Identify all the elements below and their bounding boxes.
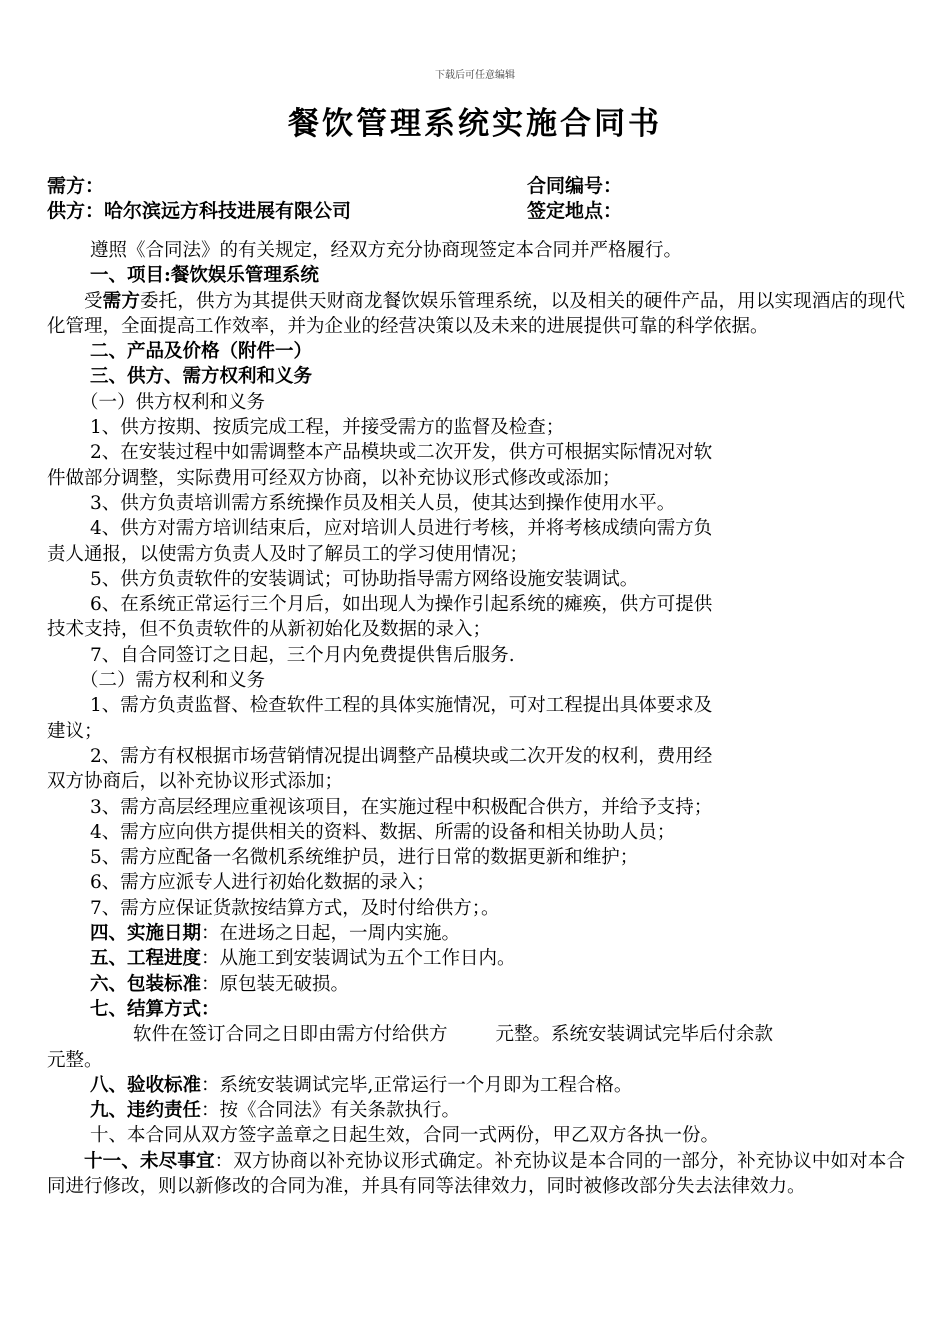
section-5-heading: 五、工程进度 [90, 948, 202, 970]
section-3-heading: 三、供方、需方权利和义务 [90, 366, 313, 388]
section-9-text: ：按《合同法》有关条款执行。 [201, 1100, 461, 1122]
demander-rights-heading: （二）需方权利和义务 [80, 670, 266, 692]
section-8 [47, 1073, 905, 1098]
section-10: 十、本合同从双方签字盖章之日起生效，合同一式两份，甲乙双方各执一份。 [90, 1125, 720, 1147]
section-7-heading: 七、结算方式 [90, 998, 202, 1020]
document-title: 餐饮管理系统实施合同书 [288, 106, 662, 142]
section-11 [47, 1149, 905, 1200]
section-4-text: ：在进场之日起，一周内实施。 [201, 923, 461, 945]
section-6-heading: 六、包装标准 [90, 973, 202, 995]
demander-item-3: 3、需方高层经理应重视该项目，在实施过程中积极配合供方，并给予支持； [90, 796, 713, 818]
demander-item-2-cont: 双方协商后，以补充协议形式添加； [47, 771, 344, 793]
section-4-heading: 四、实施日期 [90, 923, 202, 945]
contract-body [47, 238, 905, 1199]
watermark-text: 下载后可任意编辑 [435, 70, 515, 81]
demander-item-1-cont: 建议； [47, 720, 103, 742]
section-6-text: ：原包装无破损。 [201, 973, 350, 995]
section-1-heading: 一、项目:餐饮娱乐管理系统 [90, 265, 319, 287]
supplier-item-4: 4、供方对需方培训结束后，应对培训人员进行考核，并将考核成绩向需方负 [90, 518, 713, 540]
section-7-line1-b: 元整。系统安装调试完毕后付余款 [495, 1024, 774, 1046]
section-5 [47, 946, 905, 971]
section-1-text-b: 需方 [102, 290, 140, 312]
section-2-heading: 二、产品及价格（附件一） [90, 341, 313, 363]
section-7-payment-line [47, 1022, 905, 1047]
demander-item-2: 2、需方有权根据市场营销情况提出调整产品模块或二次开发的权利，费用经 [90, 745, 713, 767]
section-8-text: ：系统安装调试完毕,正常运行一个月即为工程合格。 [201, 1074, 633, 1096]
supplier-item-2-cont: 件做部分调整，实际费用可经双方协商，以补充协议形式修改或添加； [47, 467, 621, 489]
supplier-item-3: 3、供方负责培训需方系统操作员及相关人员，使其达到操作使用水平。 [90, 492, 676, 514]
section-7-colon: ： [201, 998, 220, 1020]
sign-place-label: 签定地点： [527, 200, 623, 222]
section-1-text-a: 受 [84, 290, 103, 312]
section-7-line1-a: 软件在签订合同之日即由需方付给供方 [133, 1024, 448, 1046]
supplier-rights-heading: （一）供方权利和义务 [80, 391, 266, 413]
section-8-heading: 八、验收标准 [90, 1074, 202, 1096]
section-5-text: ：从施工到安装调试为五个工作日内。 [201, 948, 516, 970]
section-7 [47, 997, 905, 1022]
supplier-item-5: 5、供方负责软件的安装调试；可协助指导需方网络设施安装调试。 [90, 568, 639, 590]
section-7-line2: 元整。 [47, 1049, 103, 1071]
demander-item-7: 7、需方应保证货款按结算方式，及时付给供方；。 [90, 897, 500, 919]
supply-party-label: 供方：哈尔滨远方科技进展有限公司 [47, 200, 352, 222]
supplier-item-6: 6、在系统正常运行三个月后，如出现人为操作引起系统的瘫痪，供方可提供 [90, 594, 713, 616]
intro-paragraph: 遵照《合同法》的有关规定，经双方充分协商现签定本合同并严格履行。 [90, 240, 683, 261]
supplier-item-4-cont: 责人通报，以使需方负责人及时了解员工的学习使用情况； [47, 543, 529, 565]
demander-item-1: 1、需方负责监督、检查软件工程的具体实施情况，可对工程提出具体要求及 [90, 695, 713, 717]
section-9-heading: 九、违约责任 [90, 1100, 202, 1122]
demander-item-5: 5、需方应配备一名微机系统维护员，进行日常的数据更新和维护； [90, 847, 639, 869]
supplier-item-1: 1、供方按期、按质完成工程，并接受需方的监督及检查； [90, 417, 565, 439]
section-6 [47, 972, 905, 997]
demander-item-4: 4、需方应向供方提供相关的资料、数据、所需的设备和相关协助人员； [90, 821, 676, 843]
supplier-item-6-cont: 技术支持，但不负责软件的从新初始化及数据的录入； [47, 619, 492, 641]
demand-party-label: 需方： [47, 175, 105, 197]
demander-item-6: 6、需方应派专人进行初始化数据的录入； [90, 872, 435, 894]
contract-number-label: 合同编号： [527, 175, 623, 197]
supplier-item-7: 7、自合同签订之日起，三个月内免费提供售后服务. [90, 644, 515, 666]
section-9 [47, 1098, 905, 1123]
section-1-paragraph [47, 289, 905, 340]
supplier-item-2: 2、在安装过程中如需调整本产品模块或二次开发，供方可根据实际情况对软 [90, 442, 713, 464]
section-4 [47, 921, 905, 946]
section-1-text-c: 委托，供方为其提供天财商龙餐饮娱乐管理系统，以及相关的硬件产品，用以实现酒店的现代化管理，全面提高工作效率，并为企业的经营决策以及未来的进展提供可靠的科学依据。 [47, 290, 905, 337]
section-11-text: ：双方协商以补充协议形式确定。补充协议是本合同的一部分，补充协议中如对本合同进行修改，则以新修改的合同为准，并具有同等法律效力，同时被修改部分失去法律效力。 [47, 1150, 905, 1197]
section-11-heading: 十一、未尽事宜 [84, 1150, 215, 1172]
